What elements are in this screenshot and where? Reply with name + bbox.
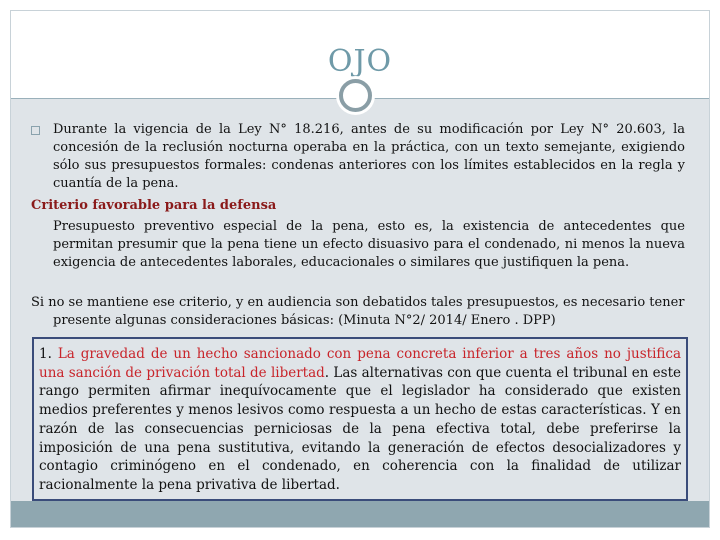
box-highlight-text: La gravedad de un hecho sancionado con pena concreta inferior a tres años no justifica una sanción de privación total de libertad xyxy=(39,346,682,381)
considerations-line-2: presente algunas consideraciones básicas: (Minuta N°2/ 2014/ Enero . DPP) xyxy=(53,313,556,328)
box-paragraph xyxy=(39,345,681,495)
slide-title: OJO xyxy=(327,44,393,79)
highlight-box xyxy=(32,337,688,501)
box-number: 1. xyxy=(39,346,58,362)
circle-ornament-icon xyxy=(339,79,372,112)
bottom-stripe xyxy=(11,501,709,527)
section-heading: Criterio favorable para la defensa xyxy=(31,198,277,213)
bullet-paragraph: Durante la vigencia de la Ley N° 18.216, antes de su modificación por Ley N° 20.603, la concesión de la reclusión nocturna operaba en la práctica, con un texto semejante, exigiendo sólo sus presupuestos formales: condenas anteriores con los límites establecidos en la regla y cuantía de la pena. xyxy=(53,122,685,191)
square-bullet-icon xyxy=(31,126,40,135)
considerations-paragraph xyxy=(31,294,685,330)
criterion-paragraph: Presupuesto preventivo especial de la pena, esto es, la existencia de antecedentes que permitan presumir que la pena tiene un efecto disuasivo para el condenado, ni menos la nueva exigencia de antecedentes laborales, educacionales o similares que justifiquen la pena. xyxy=(53,219,685,270)
box-body-text: . Las alternativas con que cuenta el tribunal en este rango permiten afirmar inequívocamente que el legislador ha considerado que existen medios preferentes y menos lesivos como respuesta a un hecho de estas características. Y en razón de las consecuencias perniciosas de la pena efectiva total, debe preferirse la imposición de una pena sustitutiva, evitando la generación de efectos desocializadores y contagio criminógeno en el condenado, en coherencia con la finalidad de utilizar racionalmente la pena privativa de libertad. xyxy=(39,364,682,493)
considerations-line-1: Si no se mantiene ese criterio, y en audiencia son debatidos tales presupuestos, es necesario tener xyxy=(31,295,685,310)
